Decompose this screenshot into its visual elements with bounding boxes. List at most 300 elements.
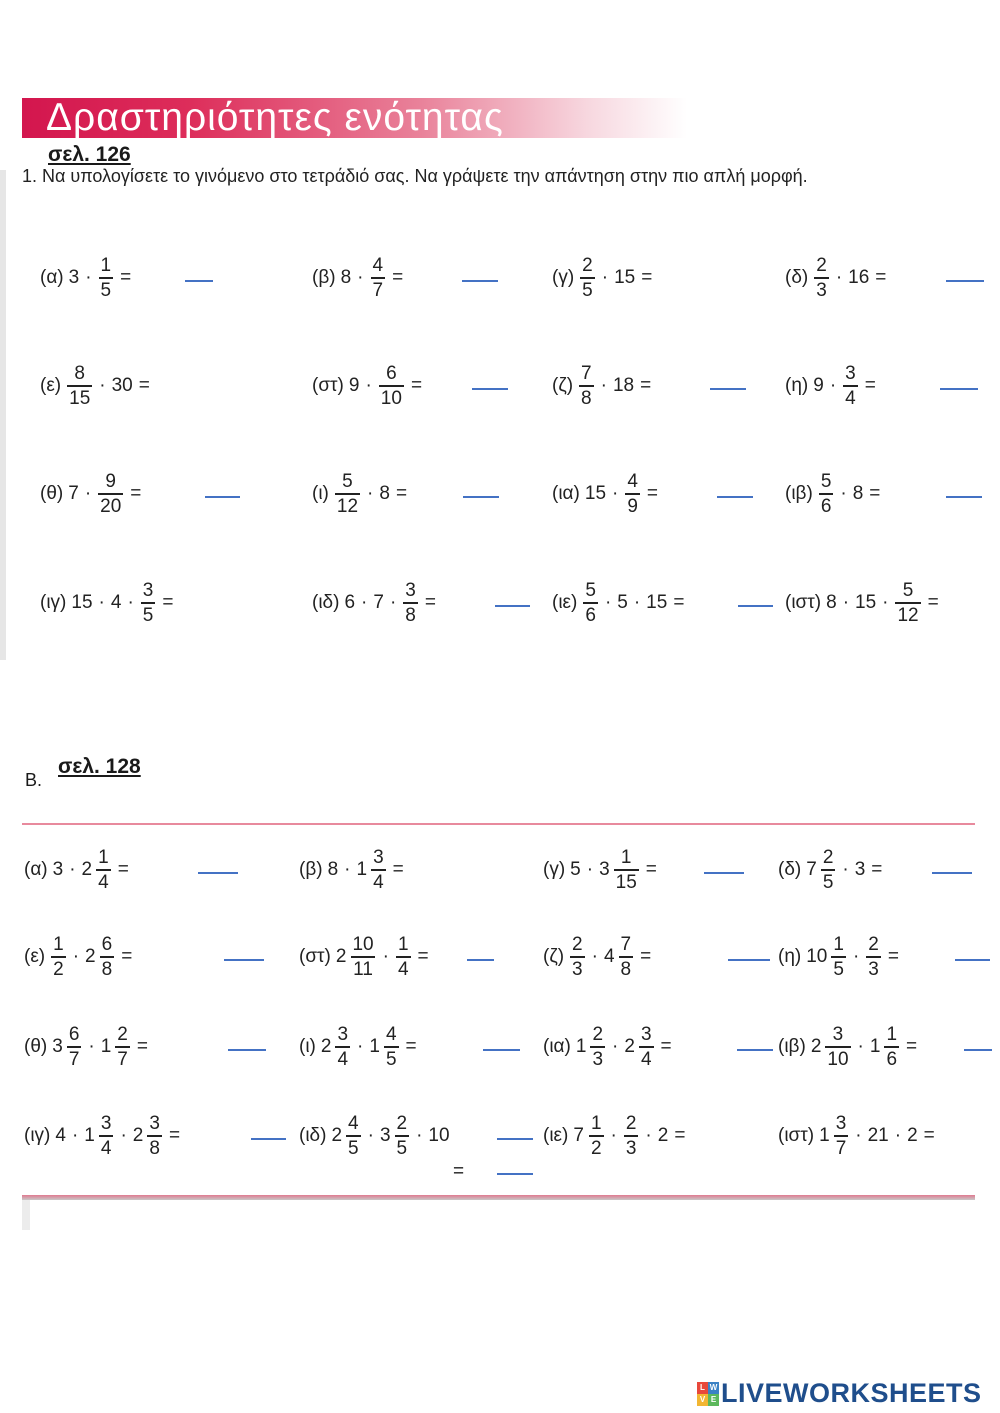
page-reference: σελ. 128	[58, 755, 141, 778]
fraction	[895, 581, 920, 625]
fraction	[115, 1025, 130, 1069]
fraction	[141, 581, 156, 625]
liveworksheets-logo[interactable]	[697, 1378, 982, 1409]
exercise-item	[312, 470, 411, 518]
fraction	[147, 1114, 162, 1158]
answer-blank[interactable]	[497, 1173, 533, 1175]
logo-icon-letter: L	[697, 1382, 708, 1394]
mixed-number	[868, 1025, 902, 1069]
exercise-label: (ζ)	[552, 375, 574, 396]
logo-icon-letter: E	[708, 1394, 719, 1406]
multiply-sign: ·	[416, 1125, 423, 1146]
exercise-label: (η)	[785, 375, 809, 396]
whole-part: 1	[84, 1125, 95, 1146]
exercise-label: (δ)	[785, 267, 809, 288]
equals-sign: =	[392, 267, 404, 288]
fraction	[819, 472, 834, 516]
mixed-number	[804, 935, 849, 979]
answer-blank[interactable]	[955, 959, 990, 961]
number: 4	[55, 1125, 66, 1146]
exercise-instruction: 1. Να υπολογίσετε το γινόμενο στο τετράδιό σας. Να γράψετε την απάντηση στην πιο απλή μορφή.	[22, 166, 808, 186]
fraction-denominator: 8	[147, 1135, 162, 1158]
exercise-item	[543, 933, 655, 981]
fraction	[614, 848, 639, 892]
fraction-denominator: 3	[590, 1046, 605, 1069]
answer-blank[interactable]	[463, 496, 499, 498]
exercise-item	[299, 1023, 421, 1071]
logo-icon-letter: V	[697, 1394, 708, 1406]
multiply-sign: ·	[120, 1125, 127, 1146]
exercise-label: (ιστ)	[785, 592, 822, 613]
exercise-label: (στ)	[299, 946, 331, 967]
fraction-numerator: 4	[385, 1024, 397, 1045]
fraction-denominator: 3	[866, 956, 881, 979]
number: 2	[657, 1125, 669, 1146]
fraction-denominator: 3	[570, 956, 585, 979]
exercise-label: (δ)	[778, 859, 802, 880]
exercise-item	[785, 470, 884, 518]
fraction	[843, 364, 858, 408]
fraction-denominator: 4	[371, 869, 386, 892]
page-reference: σελ. 126	[48, 143, 131, 166]
equals-sign: =	[640, 375, 652, 396]
number: 15	[646, 592, 668, 613]
number: 15	[855, 592, 877, 613]
fraction-denominator: 5	[831, 956, 846, 979]
number: 21	[867, 1125, 889, 1146]
fraction-numerator: 1	[590, 1113, 602, 1134]
multiply-sign: ·	[357, 267, 364, 288]
whole-part: 3	[379, 1125, 391, 1146]
number: 8	[327, 859, 339, 880]
multiply-sign: ·	[84, 483, 92, 504]
multiply-sign: ·	[88, 1036, 95, 1057]
whole-part: 1	[575, 1036, 587, 1057]
exercise-label: (ζ)	[543, 946, 565, 967]
answer-blank[interactable]	[462, 280, 498, 282]
mixed-number	[82, 1114, 116, 1158]
whole-part: 3	[52, 1036, 63, 1057]
equals-sign: =	[405, 1036, 417, 1057]
fraction-numerator: 6	[386, 363, 397, 384]
multiply-sign: ·	[382, 946, 389, 967]
number: 7	[373, 592, 384, 613]
equals-sign: =	[424, 592, 436, 613]
fraction-denominator: 5	[141, 602, 156, 625]
logo-icon	[697, 1382, 719, 1406]
answer-blank[interactable]	[472, 388, 508, 390]
equals-sign: =	[453, 1161, 465, 1182]
answer-blank[interactable]	[710, 388, 746, 390]
exercise-item	[40, 470, 145, 518]
fraction-numerator: 9	[105, 471, 116, 492]
fraction-numerator: 1	[886, 1024, 898, 1045]
exercise-item	[552, 579, 688, 627]
equals-sign: =	[927, 592, 939, 613]
number: 9	[348, 375, 360, 396]
multiply-sign: ·	[857, 1036, 864, 1057]
exercise-item	[40, 254, 135, 302]
exercise-item	[312, 254, 407, 302]
mixed-number	[597, 848, 642, 892]
mixed-number	[367, 1025, 401, 1069]
multiply-sign: ·	[72, 946, 80, 967]
answer-blank[interactable]	[467, 959, 494, 961]
exercise-label: (β)	[299, 859, 323, 880]
exercise-label: (στ)	[312, 375, 344, 396]
equals-sign: =	[640, 946, 652, 967]
number: 15	[584, 483, 607, 504]
fraction	[335, 1025, 350, 1069]
multiply-sign: ·	[127, 592, 134, 613]
exercise-item	[785, 579, 943, 627]
exercise-label: (ε)	[40, 375, 62, 396]
exercise-label: (ιβ)	[778, 1036, 806, 1057]
fraction-numerator: 5	[585, 580, 596, 601]
fraction-denominator: 4	[843, 385, 858, 408]
fraction-denominator: 20	[98, 493, 123, 516]
fraction-numerator: 10	[352, 934, 374, 955]
fraction-denominator: 4	[639, 1046, 654, 1069]
fraction-denominator: 8	[619, 956, 634, 979]
multiply-sign: ·	[842, 592, 850, 613]
fraction	[99, 256, 114, 300]
fraction	[831, 935, 846, 979]
fraction-numerator: 1	[397, 934, 409, 955]
answer-blank[interactable]	[497, 1138, 533, 1140]
fraction-denominator: 8	[100, 956, 115, 979]
multiply-sign: ·	[365, 375, 372, 396]
whole-part: 2	[132, 1125, 144, 1146]
fraction	[624, 1114, 639, 1158]
fraction-numerator: 2	[625, 1113, 637, 1134]
answer-blank[interactable]	[495, 605, 530, 607]
equals-sign: =	[641, 267, 653, 288]
exercise-item	[543, 1112, 689, 1160]
mixed-number	[602, 935, 636, 979]
fraction-numerator: 2	[868, 934, 879, 955]
exercise-label: (θ)	[40, 483, 64, 504]
number: 9	[813, 375, 824, 396]
exercise-item	[24, 933, 136, 981]
exercise-label: (ιε)	[543, 1125, 569, 1146]
exercise-label: (ιστ)	[778, 1125, 815, 1146]
multiply-sign: ·	[69, 859, 76, 880]
exercise-item	[552, 362, 655, 410]
number: 7	[573, 1125, 584, 1146]
mixed-number	[50, 1025, 84, 1069]
mixed-number	[817, 1114, 851, 1158]
fraction	[570, 935, 585, 979]
multiply-sign: ·	[367, 483, 374, 504]
exercise-label: (ι)	[312, 483, 329, 504]
fraction-denominator: 5	[580, 277, 595, 300]
fraction-denominator: 12	[335, 493, 360, 516]
answer-blank[interactable]	[704, 872, 744, 874]
exercise-label: (ιδ)	[312, 592, 340, 613]
fraction	[396, 935, 411, 979]
fraction-numerator: 5	[342, 471, 353, 492]
fraction-numerator: 3	[337, 1024, 349, 1045]
exercise-label: (ιγ)	[40, 592, 67, 613]
multiply-sign: ·	[645, 1125, 652, 1146]
fraction-denominator: 11	[351, 956, 375, 979]
fraction-denominator: 4	[396, 956, 411, 979]
fraction-numerator: 1	[53, 934, 64, 955]
exercise-item	[24, 1023, 152, 1071]
fraction-numerator: 5	[820, 471, 832, 492]
fraction	[99, 1114, 114, 1158]
multiply-sign: ·	[361, 592, 368, 613]
fraction	[346, 1114, 361, 1158]
multiply-sign: ·	[842, 859, 849, 880]
fraction	[384, 1025, 399, 1069]
exercise-item	[552, 470, 662, 518]
exercise-item	[24, 846, 133, 894]
exercise-item	[778, 933, 903, 981]
whole-part: 1	[369, 1036, 380, 1057]
whole-part: 2	[331, 1125, 343, 1146]
fraction-numerator: 3	[640, 1024, 652, 1045]
equals-sign: =	[645, 859, 657, 880]
exercise-item	[778, 1112, 939, 1160]
exercise-item	[312, 362, 426, 410]
fraction-numerator: 8	[74, 363, 85, 384]
multiply-sign: ·	[612, 483, 619, 504]
answer-blank[interactable]	[198, 872, 238, 874]
fraction	[98, 472, 123, 516]
fraction-numerator: 3	[142, 580, 154, 601]
fraction	[866, 935, 881, 979]
number: 16	[848, 267, 870, 288]
mixed-number	[329, 1114, 363, 1158]
fraction	[67, 364, 92, 408]
logo-icon-letter: W	[709, 1382, 718, 1392]
fraction-numerator: 3	[835, 1113, 847, 1134]
equals-sign: =	[864, 375, 876, 396]
multiply-sign: ·	[882, 592, 889, 613]
equals-sign: =	[138, 375, 150, 396]
fraction-denominator: 4	[335, 1046, 350, 1069]
answer-blank[interactable]	[251, 1138, 286, 1140]
number: 30	[111, 375, 133, 396]
fraction-numerator: 2	[822, 847, 834, 868]
whole-part: 1	[819, 1125, 830, 1146]
fraction-denominator: 5	[821, 869, 836, 892]
multiply-sign: ·	[601, 267, 609, 288]
answer-blank[interactable]	[738, 605, 773, 607]
fraction-denominator: 15	[614, 869, 639, 892]
fraction-denominator: 2	[589, 1135, 604, 1158]
multiply-sign: ·	[591, 946, 598, 967]
equals-sign: =	[130, 483, 142, 504]
exercise-item	[785, 254, 890, 302]
fraction-denominator: 5	[346, 1135, 361, 1158]
fraction	[589, 1114, 604, 1158]
multiply-sign: ·	[855, 1125, 862, 1146]
equals-sign: =	[674, 1125, 686, 1146]
fraction-denominator: 15	[67, 385, 92, 408]
answer-blank[interactable]	[728, 959, 770, 961]
equals-sign: =	[875, 267, 887, 288]
fraction	[619, 935, 634, 979]
exercise-item	[299, 933, 433, 981]
equals-sign: =	[923, 1125, 935, 1146]
page-edge-shadow	[22, 1200, 30, 1230]
answer-blank[interactable]	[185, 280, 213, 282]
number: 4	[110, 592, 122, 613]
exercise-label: (ιε)	[552, 592, 578, 613]
equals-sign: =	[410, 375, 423, 396]
multiply-sign: ·	[357, 1036, 364, 1057]
whole-part: 2	[810, 1036, 822, 1057]
answer-blank[interactable]	[483, 1049, 520, 1051]
fraction-denominator: 6	[583, 602, 598, 625]
fraction-denominator: 6	[884, 1046, 899, 1069]
number: 7	[68, 483, 79, 504]
fraction-denominator: 7	[834, 1135, 849, 1158]
equals-sign: =	[117, 859, 129, 880]
equals-sign: =	[869, 483, 881, 504]
answer-blank[interactable]	[737, 1049, 773, 1051]
whole-part: 2	[85, 946, 96, 967]
fraction-numerator: 1	[620, 847, 632, 868]
fraction-numerator: 2	[396, 1113, 408, 1134]
fraction-denominator: 10	[379, 385, 404, 408]
exercise-item	[312, 579, 440, 627]
number: 5	[617, 592, 628, 613]
exercise-item	[778, 1023, 921, 1071]
fraction	[96, 848, 111, 892]
fraction-denominator: 5	[99, 277, 114, 300]
fraction	[825, 1025, 850, 1069]
exercise-label: (ι)	[299, 1036, 316, 1057]
fraction-numerator: 4	[627, 471, 638, 492]
equals-sign: =	[871, 859, 883, 880]
mixed-number	[80, 848, 114, 892]
answer-blank[interactable]	[224, 959, 264, 961]
multiply-sign: ·	[829, 375, 837, 396]
fraction	[403, 581, 418, 625]
fraction-denominator: 7	[371, 277, 386, 300]
fraction-numerator: 4	[372, 255, 384, 276]
fraction-denominator: 7	[115, 1046, 130, 1069]
page-edge-shadow	[0, 170, 6, 660]
whole-part: 4	[603, 946, 615, 967]
multiply-sign: ·	[389, 592, 397, 613]
equals-sign: =	[417, 946, 429, 967]
page-title: Δραστηριότητες ενότητας	[46, 96, 504, 139]
answer-blank[interactable]	[940, 388, 978, 390]
whole-part: 1	[869, 1036, 881, 1057]
fraction	[814, 256, 829, 300]
number: 6	[344, 592, 356, 613]
fraction	[834, 1114, 849, 1158]
multiply-sign: ·	[604, 592, 612, 613]
answer-blank[interactable]	[932, 872, 972, 874]
number: 2	[907, 1125, 918, 1146]
whole-part: 2	[81, 859, 93, 880]
fraction	[590, 1025, 605, 1069]
answer-blank[interactable]	[205, 496, 240, 498]
answer-blank[interactable]	[946, 280, 984, 282]
equals-sign: =	[120, 267, 132, 288]
section-divider	[22, 823, 975, 825]
exercise-item	[543, 1023, 676, 1071]
exercise-item	[543, 846, 661, 894]
exercise-item	[40, 579, 177, 627]
exercise-label: (ιδ)	[299, 1125, 327, 1146]
number: 15	[614, 267, 636, 288]
equals-sign: =	[906, 1036, 918, 1057]
multiply-sign: ·	[85, 267, 92, 288]
multiply-sign: ·	[610, 1125, 617, 1146]
whole-part: 1	[100, 1036, 112, 1057]
fraction-denominator: 12	[895, 602, 920, 625]
fraction-numerator: 2	[572, 934, 583, 955]
fraction-numerator: 3	[100, 1113, 112, 1134]
mixed-number	[355, 848, 389, 892]
fraction-numerator: 3	[832, 1024, 844, 1045]
fraction-denominator: 3	[624, 1135, 639, 1158]
whole-part: 3	[599, 859, 610, 880]
mixed-number	[809, 1025, 854, 1069]
fraction	[371, 848, 386, 892]
fraction-denominator: 5	[384, 1046, 399, 1069]
mixed-number	[378, 1114, 412, 1158]
mixed-number	[99, 1025, 133, 1069]
answer-blank[interactable]	[946, 496, 982, 498]
exercise-item	[299, 1112, 452, 1160]
equals-sign: =	[887, 946, 899, 967]
fraction-numerator: 3	[373, 847, 384, 868]
fraction-numerator: 5	[902, 580, 914, 601]
fraction-denominator: 5	[395, 1135, 410, 1158]
fraction-numerator: 1	[833, 934, 844, 955]
whole-part: 2	[624, 1036, 635, 1057]
answer-blank[interactable]	[964, 1049, 992, 1051]
equals-sign: =	[392, 859, 404, 880]
exercise-item	[24, 1112, 184, 1160]
fraction	[371, 256, 386, 300]
mixed-number	[319, 1025, 353, 1069]
exercise-label: (α)	[40, 267, 64, 288]
exercise-item	[785, 362, 880, 410]
fraction-numerator: 2	[816, 255, 827, 276]
fraction	[580, 256, 595, 300]
mixed-number	[804, 848, 838, 892]
mixed-number	[622, 1025, 656, 1069]
equals-sign: =	[136, 1036, 148, 1057]
fraction-numerator: 1	[98, 847, 109, 868]
number: 3	[52, 859, 64, 880]
number: 10	[428, 1125, 450, 1146]
answer-blank[interactable]	[228, 1049, 266, 1051]
exercise-label: (ιγ)	[24, 1125, 51, 1146]
fraction	[350, 935, 375, 979]
whole-part: 7	[806, 859, 817, 880]
fraction-denominator: 8	[579, 385, 594, 408]
fraction-denominator: 4	[96, 869, 111, 892]
equals-sign: =	[168, 1125, 181, 1146]
fraction-numerator: 3	[405, 580, 416, 601]
multiply-sign: ·	[835, 267, 843, 288]
fraction-numerator: 2	[582, 255, 593, 276]
multiply-sign: ·	[367, 1125, 374, 1146]
answer-blank[interactable]	[717, 496, 753, 498]
whole-part: 2	[320, 1036, 332, 1057]
fraction	[67, 1025, 82, 1069]
